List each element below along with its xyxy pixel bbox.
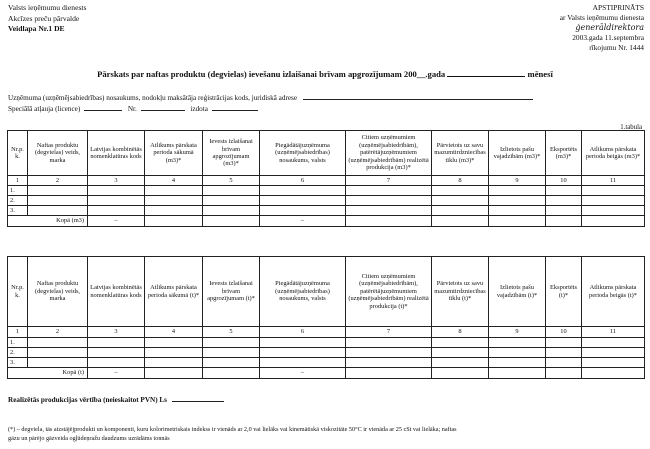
institution-name: Valsts ieņēmumu dienests — [8, 3, 87, 12]
header-left — [8, 3, 86, 35]
cell[interactable] — [88, 338, 145, 348]
col-header: Eksportēts (t)* — [546, 257, 582, 327]
row-number: 2. — [8, 348, 28, 358]
column-number-row — [8, 327, 645, 338]
cell[interactable] — [432, 348, 489, 358]
cell[interactable] — [546, 206, 582, 216]
cell[interactable] — [432, 338, 489, 348]
cell[interactable] — [346, 348, 432, 358]
cell[interactable] — [203, 358, 260, 368]
col-number: 9 — [489, 327, 546, 338]
cell[interactable] — [582, 348, 645, 358]
footnote-line1: (*) – degviela, tās aizstājējprodukti un komponenti, kuru kolorimetriskais indekss ir vienāds ar 2,0 vai lielāks vai kinemātiskā viskozitāte 50°C ir vienāda ar 25 cSt vai lielāka; naftas — [8, 426, 457, 433]
col-header: Citiem uzņēmumiem (uzņēmējsabiedrībām), patērētājuzņēmumiem (uzņēmējsabiedrībām) realizētā produkcija (m3)* — [346, 131, 432, 176]
col-number: 9 — [489, 176, 546, 186]
dash-cell: – — [88, 216, 145, 227]
col-number: 3 — [88, 176, 145, 186]
col-number: 5 — [203, 327, 260, 338]
col-header: Latvijas kombinētās nomenklatūras kods — [88, 131, 145, 176]
approval-block — [560, 3, 644, 53]
cell[interactable] — [432, 368, 489, 379]
dash-cell: – — [260, 368, 346, 379]
cell[interactable] — [546, 216, 582, 227]
cell[interactable] — [145, 196, 203, 206]
cell[interactable] — [546, 358, 582, 368]
title-suffix: mēnesī — [527, 69, 553, 79]
table-volume — [7, 130, 645, 227]
col-number: 7 — [346, 327, 432, 338]
cell[interactable] — [489, 196, 546, 206]
dash-cell: – — [88, 368, 145, 379]
cell[interactable] — [88, 358, 145, 368]
sales-value-line — [8, 394, 224, 404]
row-number: 1. — [8, 186, 28, 196]
cell[interactable] — [260, 206, 346, 216]
cell[interactable] — [28, 348, 88, 358]
col-number: 1 — [8, 327, 28, 338]
cell[interactable] — [489, 186, 546, 196]
month-blank[interactable] — [447, 68, 525, 77]
cell[interactable] — [546, 338, 582, 348]
cell[interactable] — [489, 358, 546, 368]
col-number: 11 — [582, 327, 645, 338]
total-label: Kopā (t) — [8, 368, 88, 379]
cell[interactable] — [260, 348, 346, 358]
col-header: Naftas produktu (degvielas) veids, marka — [28, 131, 88, 176]
cell[interactable] — [28, 358, 88, 368]
col-number: 6 — [260, 176, 346, 186]
license-issued-field[interactable] — [212, 103, 258, 111]
cell[interactable] — [145, 338, 203, 348]
col-number: 4 — [145, 327, 203, 338]
row-number: 2. — [8, 196, 28, 206]
sales-value-label: Realizētās produkcijas vērtība (neieskaitot PVN) Ls — [8, 396, 167, 404]
cell[interactable] — [260, 196, 346, 206]
col-number: 5 — [203, 176, 260, 186]
license-field[interactable] — [84, 103, 122, 111]
cell[interactable] — [432, 206, 489, 216]
col-number: 11 — [582, 176, 645, 186]
table-row[interactable] — [8, 348, 645, 358]
cell[interactable] — [432, 186, 489, 196]
cell[interactable] — [28, 338, 88, 348]
cell[interactable] — [203, 186, 260, 196]
cell[interactable] — [260, 358, 346, 368]
col-header: Atlikums pārskata perioda sākumā (t)* — [145, 257, 203, 327]
cell[interactable] — [28, 186, 88, 196]
column-number-row — [8, 176, 645, 186]
cell[interactable] — [582, 206, 645, 216]
cell[interactable] — [88, 206, 145, 216]
cell[interactable] — [203, 196, 260, 206]
cell[interactable] — [203, 206, 260, 216]
col-header: Naftas produktu (degvielas) veids, marka — [28, 257, 88, 327]
cell[interactable] — [260, 186, 346, 196]
order-number: rīkojumu Nr. 1444 — [589, 43, 644, 52]
cell[interactable] — [145, 368, 203, 379]
col-number: 8 — [432, 176, 489, 186]
cell[interactable] — [203, 348, 260, 358]
cell[interactable] — [260, 338, 346, 348]
cell[interactable] — [203, 368, 260, 379]
director-general: ģenerāldirektora — [575, 23, 644, 32]
cell[interactable] — [582, 358, 645, 368]
cell[interactable] — [88, 348, 145, 358]
table-row[interactable] — [8, 196, 645, 206]
col-header: Izlietots pašu vajadzībām (t)* — [489, 257, 546, 327]
dash-cell: – — [260, 216, 346, 227]
footnote — [8, 425, 644, 443]
cell[interactable] — [145, 186, 203, 196]
cell[interactable] — [145, 348, 203, 358]
cell[interactable] — [546, 348, 582, 358]
cell[interactable] — [489, 348, 546, 358]
sales-value-field[interactable] — [172, 394, 224, 402]
cell[interactable] — [546, 186, 582, 196]
cell[interactable] — [28, 196, 88, 206]
cell[interactable] — [28, 206, 88, 216]
col-header: Atlikums pārskata perioda sākumā (m3)* — [145, 131, 203, 176]
cell[interactable] — [582, 368, 645, 379]
col-number: 10 — [546, 327, 582, 338]
cell[interactable] — [203, 216, 260, 227]
row-number: 3. — [8, 358, 28, 368]
col-header: Pārvietots uz savu mazumtirdzniecības tīklu (m3)* — [432, 131, 489, 176]
col-number: 2 — [28, 327, 88, 338]
title-text: Pārskats par naftas produktu (degvielas) ievešanu izlaišanai brīvam apgrozījumam 200__.gada — [97, 69, 446, 79]
table-mass — [7, 256, 645, 379]
cell[interactable] — [145, 358, 203, 368]
company-line — [8, 92, 533, 102]
cell[interactable] — [582, 338, 645, 348]
cell[interactable] — [88, 196, 145, 206]
col-header: Izlietots pašu vajadzībām (m3)* — [489, 131, 546, 176]
col-number: 7 — [346, 176, 432, 186]
cell[interactable] — [432, 216, 489, 227]
table-header-row — [8, 257, 645, 327]
cell[interactable] — [346, 206, 432, 216]
col-header: Citiem uzņēmumiem (uzņēmējsabiedrībām), patērētājuzņēmumiem (uzņēmējsabiedrībām) realizētā produkcija (t)* — [346, 257, 432, 327]
license-nr-field[interactable] — [141, 103, 185, 111]
approved-label: APSTIPRINĀTS — [592, 3, 644, 12]
table-row[interactable] — [8, 358, 645, 368]
license-line — [8, 103, 258, 113]
cell[interactable] — [346, 368, 432, 379]
col-header: Atlikums pārskata perioda beigās (m3)* — [582, 131, 645, 176]
cell[interactable] — [432, 358, 489, 368]
col-number: 2 — [28, 176, 88, 186]
cell[interactable] — [346, 338, 432, 348]
license-label: Speciālā atļauja (licence) — [8, 105, 81, 113]
table-row[interactable] — [8, 206, 645, 216]
cell[interactable] — [346, 216, 432, 227]
department-name: Akcīzes preču pārvalde — [8, 13, 80, 23]
cell[interactable] — [546, 196, 582, 206]
col-header: Nr.p. k. — [8, 131, 28, 176]
cell[interactable] — [145, 206, 203, 216]
cell[interactable] — [203, 338, 260, 348]
total-row — [8, 368, 645, 379]
col-header: Ievests izlaišanai brīvam apgrozījumam (m3)* — [203, 131, 260, 176]
col-number: 4 — [145, 176, 203, 186]
approved-by: ar Valsts ieņēmumu dienesta — [559, 13, 644, 22]
col-number: 6 — [260, 327, 346, 338]
col-header: Latvijas kombinētās nomenklatūras kods — [88, 257, 145, 327]
total-label: Kopā (m3) — [8, 216, 88, 227]
cell[interactable] — [489, 206, 546, 216]
col-header: Nr.p. k. — [8, 257, 28, 327]
col-number: 10 — [546, 176, 582, 186]
cell[interactable] — [346, 186, 432, 196]
license-issued-label: izdota — [190, 105, 208, 113]
col-number: 1 — [8, 176, 28, 186]
cell[interactable] — [489, 368, 546, 379]
col-header: Eksportēts (m3)* — [546, 131, 582, 176]
cell[interactable] — [546, 368, 582, 379]
row-number: 3. — [8, 206, 28, 216]
col-header: Piegādātājuzņēmuma (uzņēmējsabiedrības) nosaukums, valsts — [260, 131, 346, 176]
report-title — [0, 68, 650, 79]
cell[interactable] — [346, 196, 432, 206]
col-header: Piegādātājuzņēmuma (uzņēmējsabiedrības) nosaukums, valsts — [260, 257, 346, 327]
cell[interactable] — [489, 216, 546, 227]
cell[interactable] — [432, 196, 489, 206]
table-row[interactable] — [8, 338, 645, 348]
col-number: 3 — [88, 327, 145, 338]
footnote-line2: gāzu un pārējo gāzveida ogļūdeņražu daudzums uzrādāms tonnās — [8, 435, 170, 442]
row-number: 1. — [8, 338, 28, 348]
form-number: Veidlapa Nr.1 DE — [8, 24, 65, 33]
company-field[interactable] — [303, 92, 533, 100]
cell[interactable] — [582, 196, 645, 206]
license-nr-label: Nr. — [127, 105, 137, 113]
company-label: Uzņēmuma (uzņēmējsabiedrības) nosaukums, nodokļu maksātāja reģistrācijas kods, juridiskā adrese — [8, 94, 298, 102]
col-header: Ievests izlaišanai brīvam apgrozījumam (t)* — [203, 257, 260, 327]
cell[interactable] — [145, 216, 203, 227]
approval-date: 2003.gada 11.septembra — [572, 33, 644, 42]
col-number: 8 — [432, 327, 489, 338]
col-header: Atlikums pārskata perioda beigās (t)* — [582, 257, 645, 327]
cell[interactable] — [88, 186, 145, 196]
cell[interactable] — [582, 216, 645, 227]
col-header: Pārvietots uz savu mazumtirdzniecības tīklu (t)* — [432, 257, 489, 327]
total-row — [8, 216, 645, 227]
cell[interactable] — [582, 186, 645, 196]
table-label: 1.tabula — [620, 124, 642, 131]
table-row[interactable] — [8, 186, 645, 196]
cell[interactable] — [489, 338, 546, 348]
table-header-row — [8, 131, 645, 176]
cell[interactable] — [346, 358, 432, 368]
